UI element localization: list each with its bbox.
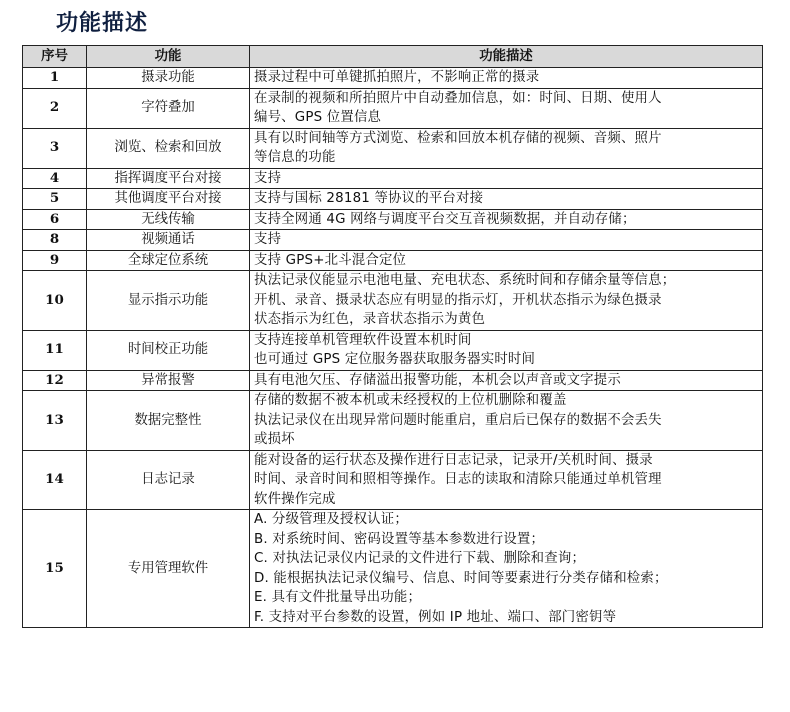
row-number: 8 bbox=[23, 230, 87, 251]
description-line: 支持 GPS+北斗混合定位 bbox=[254, 252, 407, 268]
row-description bbox=[250, 230, 763, 251]
row-function: 异常报警 bbox=[87, 370, 250, 391]
description-line: B. 对系统时间、密码设置等基本参数进行设置； bbox=[254, 531, 545, 547]
description-line: 状态指示为红色，录音状态指示为黄色 bbox=[254, 312, 486, 327]
description-line: 支持全网通 4G 网络与调度平台交互音视频数据，并自动存储； bbox=[254, 211, 636, 227]
row-number: 9 bbox=[23, 250, 87, 271]
row-number: 11 bbox=[23, 330, 87, 370]
header-function: 功能 bbox=[87, 46, 250, 68]
description-line: 在录制的视频和所拍照片中自动叠加信息，如：时间、日期、使用人 bbox=[254, 90, 662, 106]
description-line: 等信息的功能 bbox=[254, 150, 336, 165]
row-number: 2 bbox=[23, 88, 87, 128]
row-number: 14 bbox=[23, 450, 87, 510]
description-line: A. 分级管理及授权认证； bbox=[254, 512, 408, 527]
row-function: 日志记录 bbox=[87, 450, 250, 510]
table-row bbox=[23, 68, 763, 89]
description-line: 开机、录音、摄录状态应有明显的指示灯，开机状态指示为绿色摄录 bbox=[254, 292, 662, 308]
table-row bbox=[23, 189, 763, 210]
description-line: 编号、GPS 位置信息 bbox=[254, 110, 382, 125]
table-row bbox=[23, 271, 763, 331]
row-description bbox=[250, 68, 763, 89]
row-description bbox=[250, 168, 763, 189]
table-row bbox=[23, 128, 763, 168]
row-function: 视频通话 bbox=[87, 230, 250, 251]
description-line: 具有电池欠压、存储溢出报警功能，本机会以声音或文字提示 bbox=[254, 372, 621, 388]
row-description bbox=[250, 330, 763, 370]
table-row bbox=[23, 330, 763, 370]
row-description bbox=[250, 88, 763, 128]
description-line: 执法记录仪能显示电池电量、充电状态、系统时间和存储余量等信息； bbox=[254, 273, 676, 288]
description-line: 或损坏 bbox=[254, 432, 295, 447]
description-line: 能对设备的运行状态及操作进行日志记录，记录开/关机时间、摄录 bbox=[254, 452, 653, 468]
row-description bbox=[250, 271, 763, 331]
table-row bbox=[23, 168, 763, 189]
row-number: 3 bbox=[23, 128, 87, 168]
description-line: 具有以时间轴等方式浏览、检索和回放本机存储的视频、音频、照片 bbox=[254, 130, 662, 146]
table-body bbox=[23, 68, 763, 628]
description-line: 软件操作完成 bbox=[254, 491, 336, 507]
row-description bbox=[250, 189, 763, 210]
row-description bbox=[250, 370, 763, 391]
description-line: 支持连接单机管理软件设置本机时间 bbox=[254, 332, 472, 348]
page-title: 功能描述 bbox=[56, 11, 149, 36]
table-row bbox=[23, 450, 763, 510]
row-description bbox=[250, 391, 763, 451]
row-description bbox=[250, 209, 763, 230]
row-function: 浏览、检索和回放 bbox=[87, 128, 250, 168]
row-function: 专用管理软件 bbox=[87, 510, 250, 628]
description-line: 存储的数据不被本机或未经授权的上位机删除和覆盖 bbox=[254, 393, 567, 408]
row-function: 指挥调度平台对接 bbox=[87, 168, 250, 189]
row-number: 6 bbox=[23, 209, 87, 230]
table-row bbox=[23, 230, 763, 251]
row-description bbox=[250, 250, 763, 271]
header-no: 序号 bbox=[23, 46, 87, 68]
header-description: 功能描述 bbox=[250, 46, 763, 68]
description-line: 时间、录音时间和照相等操作。日志的读取和清除只能通过单机管理 bbox=[254, 472, 662, 487]
table-row bbox=[23, 209, 763, 230]
row-number: 13 bbox=[23, 391, 87, 451]
description-line: 支持与国标 28181 等协议的平台对接 bbox=[254, 191, 484, 206]
row-description bbox=[250, 510, 763, 628]
row-function: 摄录功能 bbox=[87, 68, 250, 89]
description-line: 也可通过 GPS 定位服务器获取服务器实时时间 bbox=[254, 352, 536, 367]
row-number: 1 bbox=[23, 68, 87, 89]
row-function: 无线传输 bbox=[87, 209, 250, 230]
table-row bbox=[23, 88, 763, 128]
row-number: 15 bbox=[23, 510, 87, 628]
row-function: 全球定位系统 bbox=[87, 250, 250, 271]
description-line: F. 支持对平台参数的设置，例如 IP 地址、端口、部门密钥等 bbox=[254, 609, 617, 625]
description-line: 支持 bbox=[254, 232, 282, 247]
function-table bbox=[22, 45, 763, 628]
row-number: 5 bbox=[23, 189, 87, 210]
description-line: 支持 bbox=[254, 170, 282, 186]
row-function: 时间校正功能 bbox=[87, 330, 250, 370]
row-function: 其他调度平台对接 bbox=[87, 189, 250, 210]
description-line: C. 对执法记录仪内记录的文件进行下载、删除和查询； bbox=[254, 551, 586, 566]
description-line: D. 能根据执法记录仪编号、信息、时间等要素进行分类存储和检索； bbox=[254, 570, 668, 586]
function-table-container bbox=[22, 45, 763, 628]
description-line: 执法记录仪在出现异常问题时能重启，重启后已保存的数据不会丢失 bbox=[254, 412, 662, 428]
row-number: 12 bbox=[23, 370, 87, 391]
row-number: 4 bbox=[23, 168, 87, 189]
row-function: 数据完整性 bbox=[87, 391, 250, 451]
table-row bbox=[23, 510, 763, 628]
row-function: 显示指示功能 bbox=[87, 271, 250, 331]
table-header-row bbox=[23, 46, 763, 68]
row-description bbox=[250, 450, 763, 510]
row-description bbox=[250, 128, 763, 168]
description-line: 摄录过程中可单键抓拍照片，不影响正常的摄录 bbox=[254, 70, 540, 85]
row-number: 10 bbox=[23, 271, 87, 331]
table-row bbox=[23, 250, 763, 271]
table-row bbox=[23, 370, 763, 391]
table-row bbox=[23, 391, 763, 451]
description-line: E. 具有文件批量导出功能； bbox=[254, 590, 422, 605]
row-function: 字符叠加 bbox=[87, 88, 250, 128]
